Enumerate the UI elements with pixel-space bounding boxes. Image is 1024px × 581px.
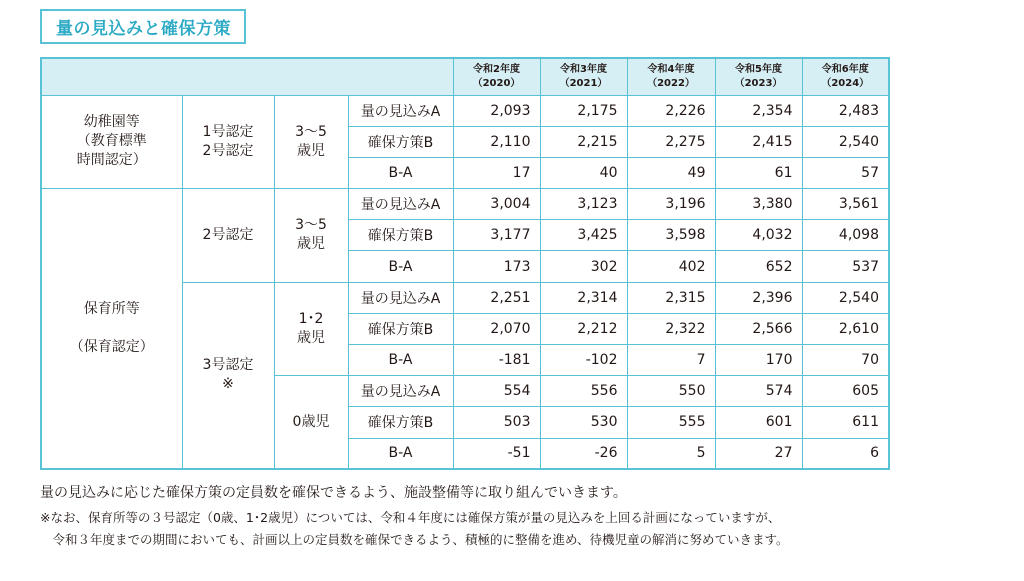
value-cell: 302 [540, 251, 627, 282]
value-cell: 2,251 [453, 282, 540, 313]
category-hoikusho: 保育所等 （保育認定） [41, 189, 182, 470]
item-label: B-A [348, 345, 453, 376]
value-cell: 605 [802, 376, 889, 407]
age-cell: 1･2 歳児 [274, 282, 348, 376]
value-cell: 3,177 [453, 220, 540, 251]
value-cell: -181 [453, 345, 540, 376]
value-cell: 2,396 [715, 282, 802, 313]
item-label: 量の見込みA [348, 189, 453, 220]
section-title: 量の見込みと確保方策 [40, 9, 246, 44]
value-cell: 3,123 [540, 189, 627, 220]
value-cell: 2,070 [453, 313, 540, 344]
value-cell: 3,561 [802, 189, 889, 220]
value-cell: 2,415 [715, 126, 802, 157]
value-cell: 2,212 [540, 313, 627, 344]
category-youchien: 幼稚園等 （教育標準 時間認定） [41, 95, 182, 189]
year-header: 令和6年度 （2024） [802, 58, 889, 95]
value-cell: 601 [715, 407, 802, 438]
table-row [41, 95, 889, 126]
year-header: 令和4年度 （2022） [627, 58, 715, 95]
value-cell: 3,004 [453, 189, 540, 220]
value-cell: 2,566 [715, 313, 802, 344]
table-row [41, 189, 889, 220]
item-label: 確保方策B [348, 407, 453, 438]
value-cell: 2,110 [453, 126, 540, 157]
value-cell: 49 [627, 157, 715, 188]
value-cell: 2,540 [802, 282, 889, 313]
value-cell: 2,226 [627, 95, 715, 126]
value-cell: 2,540 [802, 126, 889, 157]
item-label: 確保方策B [348, 313, 453, 344]
value-cell: 57 [802, 157, 889, 188]
year-header: 令和3年度 （2021） [540, 58, 627, 95]
value-cell: 5 [627, 438, 715, 469]
value-cell: 555 [627, 407, 715, 438]
value-cell: 2,354 [715, 95, 802, 126]
cert-cell: 2号認定 [182, 189, 274, 283]
supply-demand-table [40, 57, 890, 470]
value-cell: 2,175 [540, 95, 627, 126]
value-cell: 554 [453, 376, 540, 407]
value-cell: 2,275 [627, 126, 715, 157]
note-main: 量の見込みに応じた確保方策の定員数を確保できるよう、施設整備等に取り組んでいきます。 [40, 485, 627, 501]
age-cell: 0歳児 [274, 376, 348, 470]
value-cell: -102 [540, 345, 627, 376]
value-cell: 3,196 [627, 189, 715, 220]
note-footnote-2: 令和３年度までの期間においても、計画以上の定員数を確保できるよう、積極的に整備を進め、待機児童の解消に努めていきます。 [40, 532, 789, 547]
value-cell: 173 [453, 251, 540, 282]
year-header: 令和5年度 （2023） [715, 58, 802, 95]
item-label: 量の見込みA [348, 376, 453, 407]
value-cell: 17 [453, 157, 540, 188]
value-cell: 2,322 [627, 313, 715, 344]
item-label: 確保方策B [348, 220, 453, 251]
item-label: 確保方策B [348, 126, 453, 157]
value-cell: 3,380 [715, 189, 802, 220]
value-cell: 4,098 [802, 220, 889, 251]
value-cell: 503 [453, 407, 540, 438]
value-cell: 2,610 [802, 313, 889, 344]
value-cell: 537 [802, 251, 889, 282]
value-cell: -51 [453, 438, 540, 469]
item-label: B-A [348, 251, 453, 282]
value-cell: 556 [540, 376, 627, 407]
value-cell: 27 [715, 438, 802, 469]
value-cell: 2,483 [802, 95, 889, 126]
note-footnote-1: ※なお、保育所等の３号認定（0歳、1･2歳児）については、令和４年度には確保方策が量の見込みを上回る計画になっていますが、 [40, 510, 781, 525]
value-cell: 402 [627, 251, 715, 282]
cert-cell: 3号認定 ※ [182, 282, 274, 469]
age-cell: 3～5 歳児 [274, 189, 348, 283]
value-cell: 574 [715, 376, 802, 407]
value-cell: 530 [540, 407, 627, 438]
value-cell: -26 [540, 438, 627, 469]
value-cell: 3,598 [627, 220, 715, 251]
value-cell: 2,315 [627, 282, 715, 313]
value-cell: 550 [627, 376, 715, 407]
age-cell: 3～5 歳児 [274, 95, 348, 189]
cert-cell: 1号認定 2号認定 [182, 95, 274, 189]
value-cell: 6 [802, 438, 889, 469]
value-cell: 61 [715, 157, 802, 188]
value-cell: 2,093 [453, 95, 540, 126]
value-cell: 3,425 [540, 220, 627, 251]
value-cell: 652 [715, 251, 802, 282]
item-label: 量の見込みA [348, 282, 453, 313]
year-header: 令和2年度 （2020） [453, 58, 540, 95]
item-label: 量の見込みA [348, 95, 453, 126]
header-row [41, 58, 889, 95]
value-cell: 611 [802, 407, 889, 438]
value-cell: 70 [802, 345, 889, 376]
item-label: B-A [348, 438, 453, 469]
value-cell: 4,032 [715, 220, 802, 251]
item-label: B-A [348, 157, 453, 188]
value-cell: 7 [627, 345, 715, 376]
value-cell: 40 [540, 157, 627, 188]
value-cell: 2,314 [540, 282, 627, 313]
value-cell: 2,215 [540, 126, 627, 157]
header-corner [41, 58, 453, 95]
value-cell: 170 [715, 345, 802, 376]
